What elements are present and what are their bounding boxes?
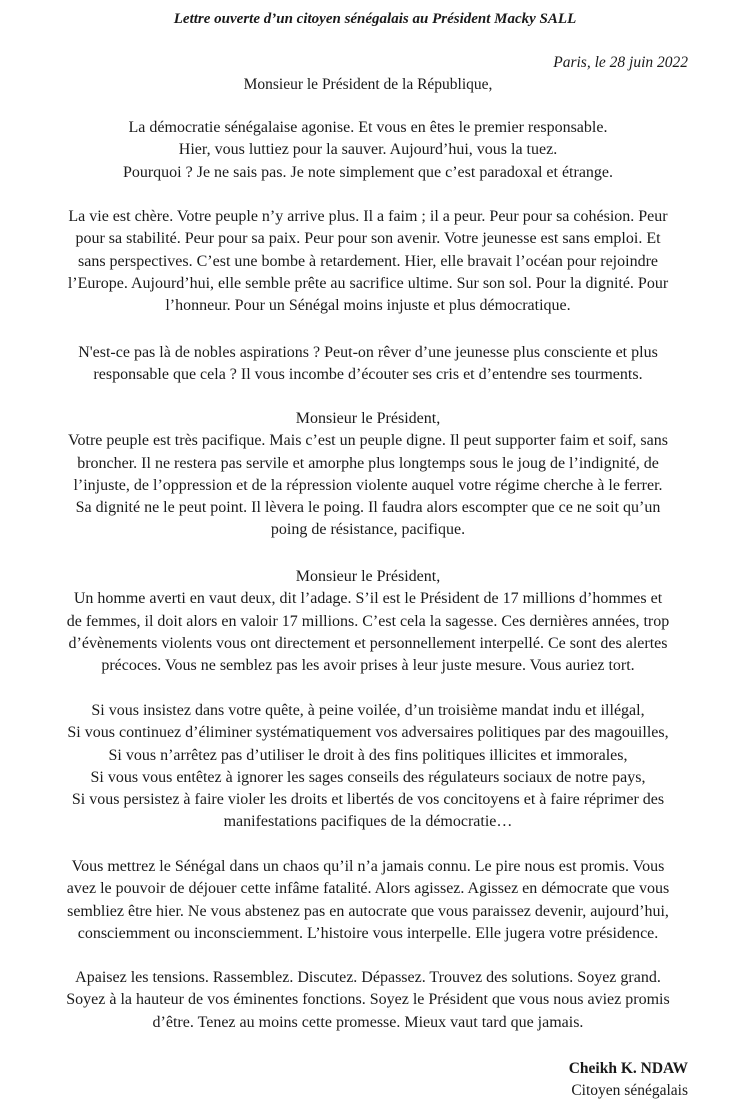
paragraph-line: Votre peuple est très pacifique. Mais c’est un peuple digne. Il peut supporter faim et soif, sans: [68, 432, 668, 450]
paragraph-4: [40, 408, 696, 542]
signature-name: Cheikh K. NDAW: [568, 1060, 688, 1077]
paragraph-line: l’injuste, de l’oppression et de la répression violente auquel votre régime cherche à le ferrer.: [73, 476, 663, 494]
paragraph-line: N'est-ce pas là de nobles aspirations ? Peut-on rêver d’une jeunesse plus consciente et plus: [78, 344, 658, 361]
paragraph-line: responsable que cela ? Il vous incombe d’écouter ses cris et d’entendre ses tourments.: [93, 366, 643, 384]
paragraph-7: [40, 856, 696, 945]
paragraph-line: poing de résistance, pacifique.: [270, 521, 466, 539]
paragraph-line: Sa dignité ne le peut point. Il lèvera le poing. Il faudra alors escompter que ce ne soit qu’un: [75, 499, 661, 517]
paragraph-line: l’Europe. Aujourd’hui, elle semble prête au sacrifice ultime. Sur son sol. Pour la dignité. Pour: [67, 274, 669, 292]
paragraph-3: [40, 342, 696, 387]
paragraph-line: manifestations pacifiques de la démocratie…: [223, 813, 513, 831]
paragraph-line: Si vous continuez d’éliminer systématiquement vos adversaires politiques par des magouilles,: [67, 724, 669, 742]
paragraph-line: broncher. Il ne restera pas servile et amorphe plus longtemps sous le joug de l’indignité, de: [77, 454, 659, 472]
paragraph-line: Un homme averti en vaut deux, dit l’adage. S’il est le Président de 17 millions d’hommes et: [73, 590, 663, 608]
paragraph-8: [40, 967, 696, 1034]
paragraph-line: l’honneur. Pour un Sénégal moins injuste et plus démocratique.: [165, 297, 571, 315]
paragraph-2: [40, 206, 696, 317]
paragraph-heading: Monsieur le Président,: [295, 568, 441, 585]
paragraph-line: Si vous insistez dans votre quête, à peine voilée, d’un troisième mandat indu et illégal,: [91, 702, 645, 719]
paragraph-5: [40, 566, 696, 677]
paragraph-line: consciemment ou inconsciemment. L’histoire vous interpelle. Elle jugera votre présidence.: [77, 924, 659, 942]
paragraph-line: Pourquoi ? Je ne sais pas. Je note simplement que c’est paradoxal et étrange.: [122, 163, 614, 181]
paragraph-line: Apaisez les tensions. Rassemblez. Discutez. Dépassez. Trouvez des solutions. Soyez grand.: [75, 969, 661, 986]
signature-role: Citoyen sénégalais: [571, 1082, 688, 1099]
paragraph-line: pour sa stabilité. Peur pour sa paix. Peur pour son avenir. Votre jeunesse est sans emploi. Et: [75, 230, 661, 248]
paragraph-line: sans perspectives. C’est une bombe à retardement. Hier, elle bravait l’océan pour rejoindre: [77, 252, 658, 270]
paragraph-6: [40, 700, 696, 834]
paragraph-line: Si vous persistez à faire violer les droits et libertés de vos concitoyens et à faire réprimer des: [71, 791, 665, 809]
paragraph-line: sembliez être hier. Ne vous abstenez pas en autocrate que vous paraissez devenir, aujourd’hui,: [67, 902, 669, 920]
paragraph-line: Si vous n’arrêtez pas d’utiliser le droit à des fins politiques illicites et immorales,: [108, 746, 628, 764]
dateline: Paris, le 28 juin 2022: [553, 54, 688, 71]
paragraph-heading: Monsieur le Président,: [295, 410, 441, 427]
paragraph-line: La démocratie sénégalaise agonise. Et vous en êtes le premier responsable.: [128, 119, 608, 136]
paragraph-line: Hier, vous luttiez pour la sauver. Aujourd’hui, vous la tuez.: [178, 141, 558, 159]
salutation: Monsieur le Président de la République,: [243, 76, 493, 93]
letter-title: Lettre ouverte d’un citoyen sénégalais au Président Macky SALL: [173, 11, 577, 27]
paragraph-line: d’être. Tenez au moins cette promesse. Mieux vaut tard que jamais.: [152, 1013, 584, 1031]
paragraph-line: précoces. Vous ne semblez pas les avoir prises à leur juste mesure. Vous auriez tort.: [101, 657, 635, 675]
paragraph-1: [40, 117, 696, 184]
paragraph-line: Si vous vous entêtez à ignorer les sages conseils des régulateurs sociaux de notre pays,: [90, 768, 646, 786]
paragraph-line: d’évènements violents vous ont directement et personnellement interpellé. Ce sont des alertes: [68, 634, 668, 652]
paragraph-line: avez le pouvoir de déjouer cette infâme fatalité. Alors agissez. Agissez en démocrate que vous: [66, 880, 670, 898]
paragraph-line: La vie est chère. Votre peuple n’y arrive plus. Il a faim ; il a peur. Peur pour sa cohésion. Peur: [68, 208, 668, 225]
paragraph-line: Vous mettrez le Sénégal dans un chaos qu’il n’a jamais connu. Le pire nous est promis. Vous: [71, 858, 665, 875]
paragraph-line: de femmes, il doit alors en valoir 17 millions. C’est cela la sagesse. Ces dernières années, trop: [66, 612, 670, 630]
paragraph-line: Soyez à la hauteur de vos éminentes fonctions. Soyez le Président que vous nous aviez promis: [66, 991, 670, 1009]
